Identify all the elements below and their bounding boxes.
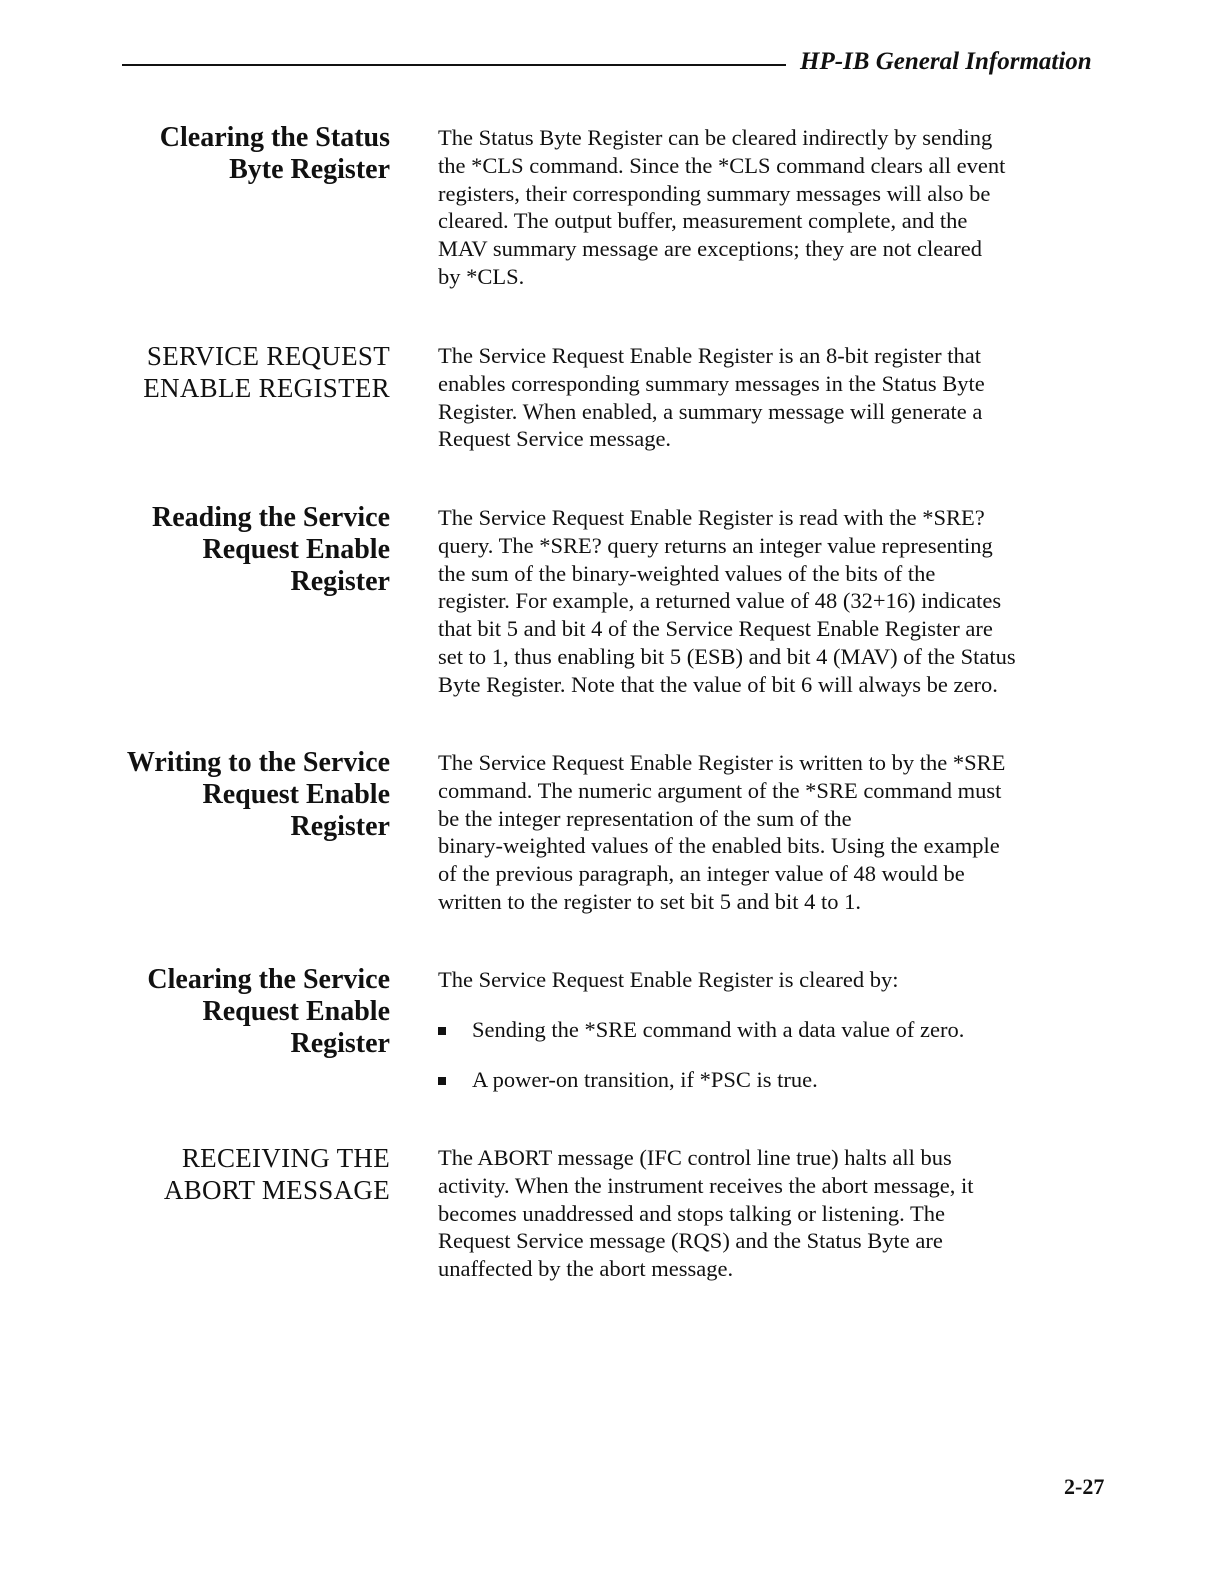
body-line: command. The numeric argument of the *SRE command must xyxy=(438,777,1002,803)
body-line: written to the register to set bit 5 and bit 4 to 1. xyxy=(438,888,862,914)
heading-line: ABORT MESSAGE xyxy=(163,1175,390,1205)
heading-line: SERVICE REQUEST xyxy=(146,341,390,371)
heading-line: Reading the Service xyxy=(152,502,390,533)
section-heading xyxy=(152,502,390,598)
heading-line: Request Enable xyxy=(202,779,390,810)
section-heading xyxy=(127,747,390,843)
section-body xyxy=(438,749,1108,916)
body-line: the sum of the binary-weighted values of the bits of the xyxy=(438,560,936,586)
bullet-item xyxy=(438,1066,1108,1094)
body-line: The Status Byte Register can be cleared indirectly by sending xyxy=(438,125,993,150)
bullet-item xyxy=(438,1016,1108,1044)
bullet-square-icon xyxy=(438,1077,446,1085)
heading-line: Byte Register xyxy=(229,154,390,185)
bullet-square-icon xyxy=(438,1027,446,1035)
section-body xyxy=(438,1144,1108,1283)
body-line: that bit 5 and bit 4 of the Service Request Enable Register are xyxy=(438,616,993,642)
section-heading xyxy=(143,340,390,404)
section-body xyxy=(438,342,1108,453)
heading-line: Register xyxy=(290,1028,390,1059)
bullet-text: A power-on transition, if *PSC is true. xyxy=(472,1066,818,1092)
body-line: enables corresponding summary messages in the Status Byte xyxy=(438,370,985,396)
running-header: HP-IB General Information xyxy=(800,48,1092,75)
body-line: MAV summary message are exceptions; they are not cleared xyxy=(438,236,982,262)
body-line: The Service Request Enable Register is read with the *SRE? xyxy=(438,505,985,530)
body-line: of the previous paragraph, an integer value of 48 would be xyxy=(438,861,965,887)
heading-line: Writing to the Service xyxy=(126,747,390,778)
body-line: be the integer representation of the sum of the xyxy=(438,805,852,831)
heading-line: Request Enable xyxy=(202,534,390,565)
body-line: query. The *SRE? query returns an integer value representing xyxy=(438,532,993,558)
header-rule xyxy=(122,64,786,66)
body-line: Request Service message. xyxy=(438,426,672,452)
body-line: cleared. The output buffer, measurement complete, and the xyxy=(438,208,968,234)
body-line: The ABORT message (IFC control line true) halts all bus xyxy=(438,1145,952,1170)
body-line: register. For example, a returned value of 48 (32+16) indicates xyxy=(438,588,1002,614)
body-line: The Service Request Enable Register is an 8-bit register that xyxy=(438,343,981,368)
body-line: The Service Request Enable Register is cleared by: xyxy=(438,967,899,992)
section-body xyxy=(438,124,1108,291)
heading-line: Clearing the Service xyxy=(147,964,390,995)
heading-line: Register xyxy=(290,566,390,597)
body-line: Byte Register. Note that the value of bit 6 will always be zero. xyxy=(438,671,998,697)
page-number: 2-27 xyxy=(1064,1474,1105,1499)
body-line: Register. When enabled, a summary message will generate a xyxy=(438,398,983,424)
body-line: becomes unaddressed and stops talking or listening. The xyxy=(438,1200,945,1226)
body-line: The Service Request Enable Register is written to by the *SRE xyxy=(438,750,1006,775)
section-heading xyxy=(160,122,390,186)
body-line: set to 1, thus enabling bit 5 (ESB) and bit 4 (MAV) of the Status xyxy=(438,643,1016,669)
heading-line: ENABLE REGISTER xyxy=(143,373,390,403)
section-heading xyxy=(164,1142,390,1206)
body-line: registers, their corresponding summary messages will also be xyxy=(438,180,991,206)
section-body xyxy=(438,504,1108,699)
body-line: activity. When the instrument receives the abort message, it xyxy=(438,1172,974,1198)
heading-line: Request Enable xyxy=(202,996,390,1027)
section-heading xyxy=(147,964,390,1060)
section-body xyxy=(438,966,1108,1093)
bullet-text: Sending the *SRE command with a data value of zero. xyxy=(472,1016,965,1042)
body-line: unaffected by the abort message. xyxy=(438,1256,734,1282)
body-line: by *CLS. xyxy=(438,263,525,289)
body-line: Request Service message (RQS) and the Status Byte are xyxy=(438,1228,943,1254)
heading-line: Clearing the Status xyxy=(159,122,390,153)
body-line: binary-weighted values of the enabled bits. Using the example xyxy=(438,833,1000,859)
heading-line: Register xyxy=(290,811,390,842)
body-line: the *CLS command. Since the *CLS command clears all event xyxy=(438,152,1006,178)
heading-line: RECEIVING THE xyxy=(181,1143,390,1173)
